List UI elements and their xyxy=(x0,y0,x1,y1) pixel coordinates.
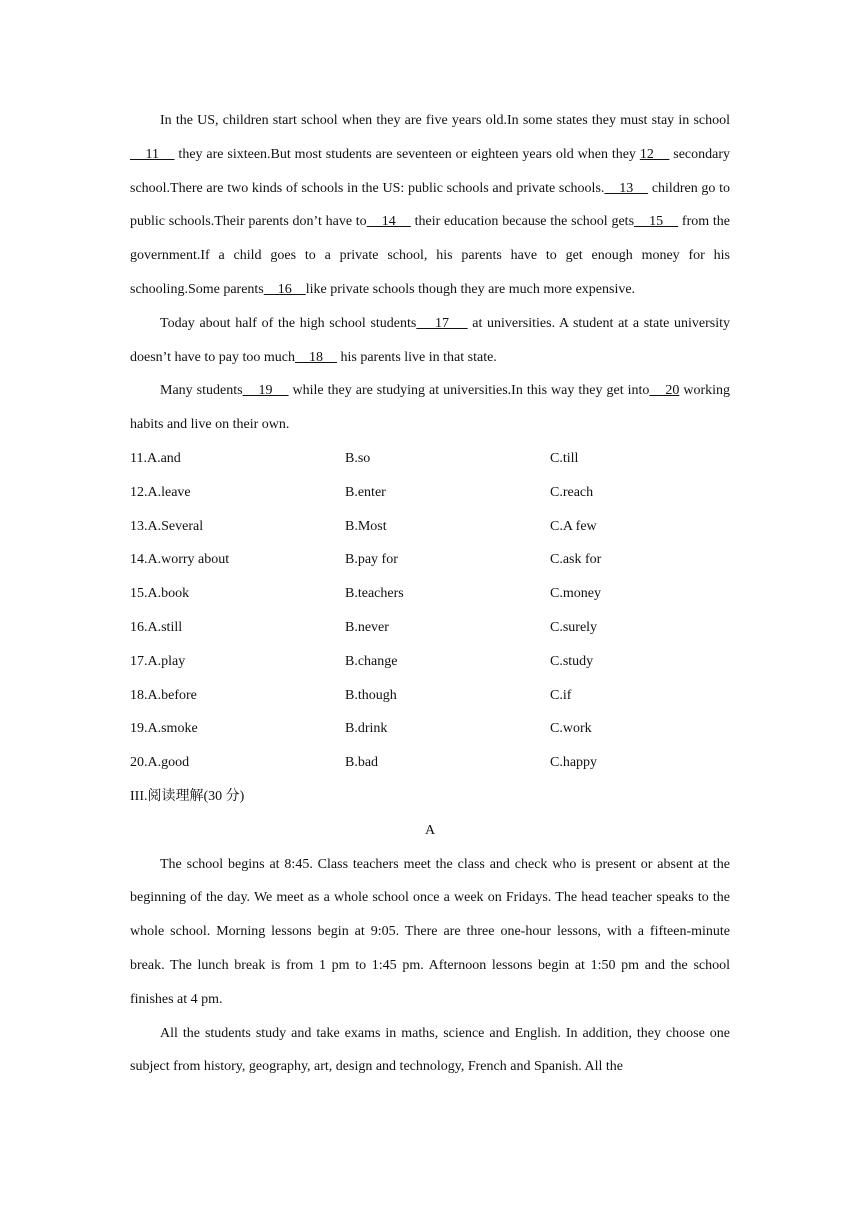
option-c: C.study xyxy=(550,653,594,669)
cloze-paragraph-3 xyxy=(130,374,730,442)
option-row-18 xyxy=(130,679,730,713)
text-run: Today about half of the high school students xyxy=(160,315,417,331)
option-c: C.surely xyxy=(550,619,598,635)
reading-paragraph-1: The school begins at 8:45. Class teachers meet the class and check who is present or absent at the beginning of the day. We meet as a whole school once a week on Fridays. The head teacher speaks to the whole school. Morning lessons begin at 9:05. There are three one-hour lessons, with a fifteen-minute break. The lunch break is from 1 pm to 1:45 pm. Afternoon lessons begin at 1:50 pm and the school finishes at 4 pm. xyxy=(130,856,730,1007)
option-c: C.if xyxy=(550,687,572,703)
option-a: 20.A.good xyxy=(130,755,190,771)
blank-12: 12 xyxy=(639,146,670,162)
option-row-13 xyxy=(130,510,730,544)
option-b: B.pay for xyxy=(345,552,398,568)
option-b: B.bad xyxy=(345,755,379,771)
text-run: they are sixteen.But most students are seventeen or eighteen years old when they xyxy=(174,146,640,162)
passage-label: A xyxy=(424,822,436,838)
text-run: children go to public schools.Their parents don’t have to xyxy=(130,180,731,230)
option-a: 14.A.worry about xyxy=(130,552,230,568)
option-row-17 xyxy=(130,645,730,679)
option-a: 12.A.leave xyxy=(130,484,191,500)
text-run: secondary school.There are two kinds of schools in the US: public schools and private schools. xyxy=(130,146,730,196)
option-a: 18.A.before xyxy=(130,687,197,703)
blank-15: 15 xyxy=(634,214,679,230)
option-row-12 xyxy=(130,476,730,510)
text-run: his parents live in that state. xyxy=(337,349,497,365)
option-a: 17.A.play xyxy=(130,653,186,669)
option-b: B.Most xyxy=(345,518,387,534)
option-a: 19.A.smoke xyxy=(130,721,198,737)
options-list xyxy=(130,442,730,780)
option-c: C.money xyxy=(550,586,601,602)
reading-paragraph-2: All the students study and take exams in maths, science and English. In addition, they choose one subject from history, geography, art, design and technology, French and Spanish. All the xyxy=(130,1025,730,1075)
option-row-14 xyxy=(130,543,730,577)
text-run: like private schools though they are much more expensive. xyxy=(305,281,636,297)
option-row-16 xyxy=(130,611,730,645)
blank-20: 20 xyxy=(649,383,680,399)
option-row-15 xyxy=(130,577,730,611)
option-b: B.change xyxy=(345,653,398,669)
blank-16: 16 xyxy=(263,281,306,297)
option-a: 13.A.Several xyxy=(130,518,204,534)
option-b: B.so xyxy=(345,450,371,466)
section-title: III.阅读理解(30 分) xyxy=(130,788,245,804)
blank-11: 11 xyxy=(130,146,175,162)
option-c: C.happy xyxy=(550,755,598,771)
option-a: 15.A.book xyxy=(130,586,190,602)
option-row-19 xyxy=(130,712,730,746)
text-run: their education because the school gets xyxy=(410,214,635,230)
option-row-20 xyxy=(130,746,730,780)
option-b: B.though xyxy=(345,687,397,703)
option-c: C.work xyxy=(550,721,592,737)
document-page xyxy=(130,104,730,1084)
text-run: while they are studying at universities.In this way they get into xyxy=(288,383,650,399)
option-a: 11.A.and xyxy=(130,450,181,466)
text-run: at universities. A student at a state university doesn’t have to pay too much xyxy=(130,315,731,365)
option-b: B.never xyxy=(345,619,389,635)
option-b: B.teachers xyxy=(345,586,404,602)
blank-13: 13 xyxy=(604,180,649,196)
option-c: C.ask for xyxy=(550,552,602,568)
blank-14: 14 xyxy=(366,214,411,230)
blank-17: 17 xyxy=(416,315,468,331)
blank-18: 18 xyxy=(295,349,337,365)
text-run: from the government.If a child goes to a private school, his parents have to get enough money for his schooling.Some parents xyxy=(130,214,731,297)
option-b: B.enter xyxy=(345,484,386,500)
text-run: Many students xyxy=(160,383,243,399)
option-c: C.A few xyxy=(550,518,597,534)
text-run: working habits and live on their own. xyxy=(130,383,731,433)
option-a: 16.A.still xyxy=(130,619,183,635)
option-b: B.drink xyxy=(345,721,388,737)
option-c: C.reach xyxy=(550,484,594,500)
blank-19: 19 xyxy=(242,383,289,399)
text-run: In the US, children start school when they are five years old.In some states they must stay in school xyxy=(160,113,730,128)
cloze-paragraph-1 xyxy=(130,104,730,307)
option-c: C.till xyxy=(550,450,579,466)
option-row-11 xyxy=(130,442,730,476)
cloze-paragraph-2 xyxy=(130,307,730,375)
